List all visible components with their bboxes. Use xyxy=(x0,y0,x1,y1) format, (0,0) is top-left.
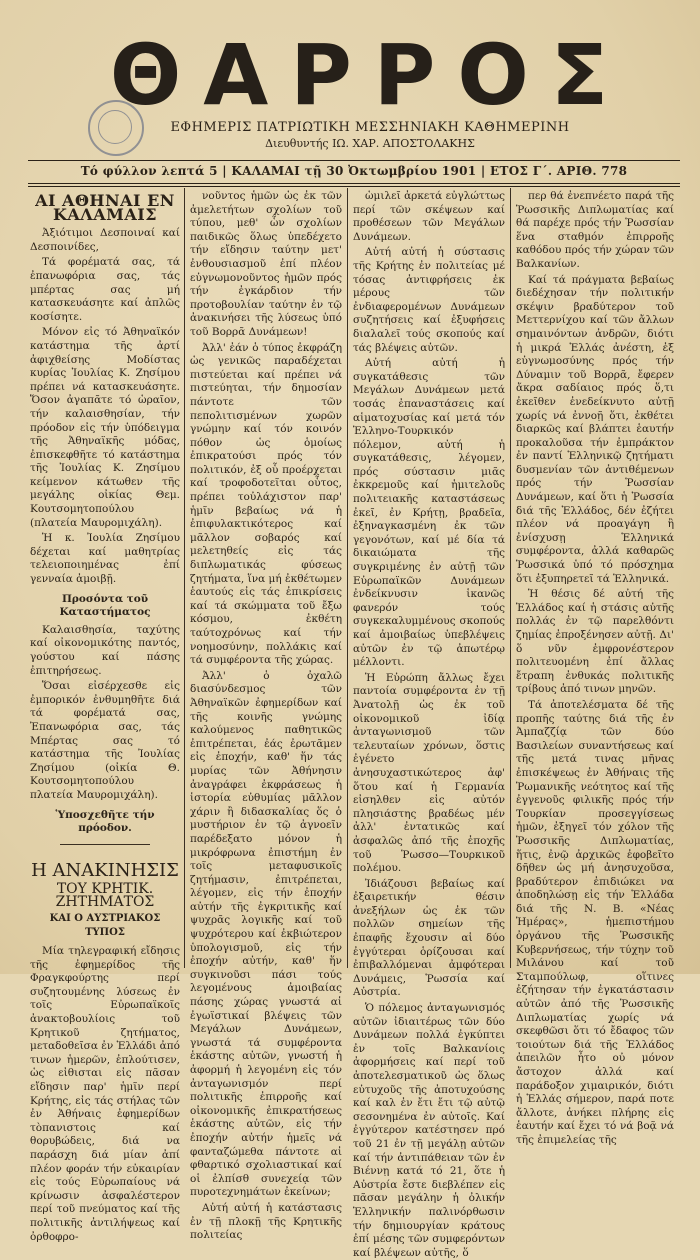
paragraph: Καί τά πράγματα βεβαίως διεδέχησαν τήν πολιτικήν σκέψιν βραδύτερον τοῦ Μεττερνίχου καί τῶν ἄλλων σημαινόντων ἀνδρῶν, διότι ἡ μικρά Ἑλλάς ἀνέστη, ἐξ εὐγνωμοσύνης πρός τήν Δύναμιν τοῦ Βορρᾶ, ἔφερεν ἄκρα σαδίαιος πρός ὅ,τι ἐκεῖθεν ἐνεδείκνυτο αὐτῇ χωρίς νά ἐννοῇ ὅτι, ἐκθέτει διαρκῶς καί βλάπτει ἑαυτήν προκαλοῦσα τήν ἐμπράκτον ἐν παντί Ἑλληνικῷ ζητήματι δυσμενίαν τῶν ἀντιθέμενων πρός τήν Ῥωσσίαν Δυνάμεων, καί ὅτι ἡ Ῥωσσία διά τῆς Ἑλλάδος, δέν ἐζήτει πλέον νά προαγάγη ἢ ἐνίσχυσῃ Ἑλληνικά συμφέροντα, ἀλλά καθαρῶς Ῥωσσικά ὑπό τό πρόσχημα ὅτι ἐξυπηρετεῖ τά Ἑλληνικά. xyxy=(516,273,674,585)
paragraph: Ἰδιάζουσι βεβαίως καί ἐξαιρετικήν θέσιν ἀνεξήλων ὡς ἐκ τῶν πολλῶν σημείων τῆς ἐπαφῆς ἔχουσιν αἱ δύο ἐγγύτεραι ὁρίζουσαι καί ἐπιβαλλόμεναι ἀμφότεραι Δυνάμεις, Ῥωσσία καί Αὐστρία. xyxy=(353,877,505,999)
ad-subheading: Προσόντα τοῦ Καταστήματος xyxy=(59,592,151,619)
info-rule xyxy=(28,183,680,184)
paragraph: Αὐτή αὐτή ἡ κατάστασις ἐν τῇ πλοκῇ τῆς Κρητικῆς πολιτείας xyxy=(190,1201,342,1242)
newspaper-subtitle: ΕΦΗΜΕΡΙΣ ΠΑΤΡΙΩΤΙΚΗ ΜΕΣΣΗΝΙΑΚΗ ΚΑΘΗΜΕΡΙΝΗ xyxy=(170,120,570,135)
paragraph: Ἡ θέσις δέ αὐτή τῆς Ἑλλάδος καί ἡ στάσις αὐτῆς πολλάς ἐν τῷ παρελθόντι ζημίας ἐπροξένησεν αὐτῇ. Δι' ὅ νῦν ἐμφρονέστερον πολιτευομένη ἐπί ἄλλας ἔτραπη ἐνθυκάς πολιτικῆς τρίβους ἀπό τινων μηνῶν. xyxy=(516,588,674,696)
newspaper-director: Διευθυντής ΙΩ. ΧΑΡ. ΑΠΟΣΤΟΛΑΚΗΣ xyxy=(265,137,475,150)
paragraph: Ὁ πόλεμος ἀνταγωνισμός αὐτῶν ἰδιαιτέρως τῶν δύο Δυνάμεων πολλά ἐγκύπτει ἐν τοῖς Βαλκανίοις ἀφορμήσεις καί περί τοῦ ἀποτελεσματικοῦ ὡς ὅλως εὐτυχοῦς τῆς ἀποτυχούσης καί καλ ἐν ἔτι ἔτι τῷ αὐτῷ σεσονημένα ἐν αὐτοῖς. Καί ἐγγύτερον κατέστησεν πρό τοῦ 21 ἐν τῇ μεγάλῃ αὐτῶν καί τήν ἀντιπάθειαν τῶν ἐν Βιέννῃ κατά τό 21, ὅτε ἡ Αὐστρία ἔστε διεβλέπεν εἰς πᾶσαν μεγάλην ἡ ὀλικήν Ἑλληνικήν παλινόρθωσιν τήν δημιουργίαν κράτους ἐπί μέσης τῶν συμφερόντων καί βλέψεων αὐτῆς, ὅ xyxy=(353,1002,505,1259)
column-1 xyxy=(30,190,180,1243)
article-subheading-austrian: ΚΑΙ Ο ΑΥΣΤΡΙΑΚΟΣ ΤΥΠΟΣ xyxy=(49,912,161,938)
ad-closing: Ὑποσχεθῆτε τήν πρόοδον. xyxy=(55,808,155,835)
paragraph: Τά ἀποτελέσματα δέ τῆς προπῆς ταύτης διά τῆς ἐν Ἀμπαζζίᾳ τῶν δύο Βασιλείων συναντήσεως καί τῆς μετά τινας μῆνας ἐπισκέψεως ἐν Ἀθήναις τῆς Ῥωμανικῆς νεότητος καί τῆς ἐγγενοῦς φιλικῆς πρός τήν Τουρκίαν προσεγγίσεως ἡμῶν, ἐξηγεῖ τόν χόλον τῆς Ῥωσσικῆς Διπλωματίας, ἥτις, ἐνῷ ἀρχικῶς ἐφοβεῖτο δῆθεν ὡς μή ἀνησυχοῦσα, βραδύτερον ἐπιδιώκει να ἀποδηλώσῃ εἰς τήν Ἑλλάδα διά τῆς Ν. Β. «Νέας Ἡμέρας», ἡμεπιστήμου ὀργάνου τῆς Ῥωσσικῆς Κυβερνήσεως, τήν τύχην τοῦ Μιλάνου καί τοῦ Σταμπούλωφ, οἵτινες ἐζήτησαν τήν ἐγκατάστασιν αὐτῶν ἀπό τῆς Ῥωσσικῆς Διπλωματίας χωρίς νά σκεφθῶσι ὅτι τό ἔδαφος τῶν τοιούτων διά τῆς Ἑλλάδος ἀπειλῶν ἦτο οὐ μόνον ἄστοχον ἀλλά καί παράδοξον χιμαιρικόν, διότι ἡ Ἑλλάς σήμερον, παρά ποτε ἄλλοτε, ἀνήκει πλήρης εἰς ἑαυτήν καί ἔχει τό νά βοᾷ νά τῆς ἐπιμελείας τῆς xyxy=(516,698,674,1146)
paragraph: Μία τηλεγραφική εἴδησις τῆς ἐφημερίδος τῆς Φραγκφούρτης περί συζητουμένης λύσεως ἐν τοῖς Εὐρωπαϊκοῖς ἀνακτοβουλίοις τοῦ Κρητικοῦ ζητήματος, μεταδοθεῖσα ἐν Ἑλλάδι ἀπό τινων ἡμερῶν, ἐπλούτισεν, ὡς εἰθισται εἰς πᾶσαν εἴδησιν παρ' ἡμῖν περί Κρήτης, εἰς τάς στήλας τῶν ἐν Ἀθήναις ἐφημερίδων τὸπανιστοις καί θορυβώδεις, διά να παράσχη διά μίαν ἀπί πλέον φοράν τήν εὐκαιρίαν εἰς τούς Εὐρωπαίους νά κρίνωσιν ἀσφαλέστερον περί τοῦ πνεύματος καί τῆς πολιτικῆς ἀντιλήψεως καί ὀρθοφρο- xyxy=(30,945,180,1243)
paragraph: Ἡ Εὐρώπη ἄλλως ἔχει παντοία συμφέροντα ἐν τῇ Ἀνατολῇ ὡς ἐκ τοῦ οἰκονομικοῦ ἰδίᾳ ἀνταγωνισμοῦ τῶν τελευταίων χρόνων, ὅστις ἐγένετο ἀνησυχαστικώτερος ἀφ' ὅτου καί ἡ Γερμανία εἰσηλθεν εἰς αὐτόν πλησιάστης βραδέως μέν ἀλλ' ἐντατικῶς καί ἀσφαλῶς ἀπό τῆς ἐποχῆς τοῦ Ῥωσσο—Τουρκικοῦ πολέμου. xyxy=(353,671,505,875)
column-divider xyxy=(347,188,348,968)
masthead xyxy=(0,26,700,150)
paragraph: Ἡ κ. Ἰουλία Ζησίμου δέχεται καί μαθητρίας τελειοποιημένας ἐπί γενναία ἀμοιβῇ. xyxy=(30,532,180,586)
paragraph: Μόνον εἰς τό Ἀθηναϊκόν κατάστημα τῆς ἀρτί ἀφιχθείσης Μοδίστας κυρίας Ἰουλίας Κ. Ζησίμου πρέπει νά κατασκευάσητε. Ὅσον ἀγαπᾶτε τό ὡραῖον, τήν καλαισθησίαν, τήν πρόοδον εἰς τήν ὑπόδειγμα τῆς Ἀθηναϊκῆς μόδας, ἐπισκεφθῆτε τό κατάστημα τῆς Ἰουλίας Κ. Ζησίμου κείμενον κάτωθεν τῆς μεγάλης οἰκίας Θεμ. Κουτσομητοπούλου (πλατεία Μαυρομιχάλη). xyxy=(30,326,180,529)
issue-info-line: Τό φύλλον λεπτά 5 | ΚΑΛΑΜΑΙ τῇ 30 Ὀκτωμβρίου 1901 | ΕΤΟΣ Γ΄. ΑΡΙΘ. 778 xyxy=(80,164,628,178)
paragraph: περ θά ἐνεπνέετο παρά τῆς Ῥωσσικῆς Διπλωματίας καί θά παρέχε πρός τήν Ῥωσσίαν ἕνα σταθμόν ἐπιρροῆς καθόδου πρός τήν χώραν τῶν Βαλκανίων. xyxy=(516,190,674,270)
paragraph: Τά φορέματά σας, τά ἐπανωφόρια σας, τάς μπέρτας σας μή κατασκευάσητε καί ἀπλῶς κοσίσητε. xyxy=(30,256,180,323)
paragraph: Ἀλλ' ὁ ὀχαλῶ διασύνδεσμος τῶν Ἀθηναϊκῶν ἐφημερίδων καί τῆς κοινῆς γνώμης καλούμενος παθητικῶς ἐπιτρέπεται, ἐάς ἐρωτᾶμεν εἰς ἐποχήν, καθ' ἥν τάς μυρίας τῶν Ἀθήνησιν ἀναγράφει ἐκφράσεως ἡ ἱστορία εὐθυμίας μᾶλλον χάριν ἢ διδασκαλίας ὅς ὁ μυστήριον ἐν τῷ ἀγνοεῖν παρέδεξατο μόνον ἡ μικρόφρωνα ἐπιστήμη ἐν τοῖς μεταφυσικοῖς ζητήμασιν, ἐπιτρέπεται, λέγομεν, εἰς τήν ἐποχήν αὐτήν τῆς ἐγκριτικῆς καί ψυχρᾶς λογικῆς καί τοῦ ψυχρότερου καί ἐκβιώτερον ὑπολογισμοῦ, εἰς τήν ἐποχήν αὐτήν, καθ' ἥν συγκινοῦσι πάσι τούς λεγομένους ἀμοιβαίας πάσης χώρας γνωστά αἱ ἐγωϊστικαί βλέψεις τῶν Μεγάλων Δυνάμεων, γνωστά τά συμφέροντα ἑκάστης αὐτῶν, γνωστή ἡ ἀφορμή ἡ λεγομένη εἰς τόν ἀνταγωνισμόν περί πολιτικῆς ἐπιρροῆς καί οἰκονομικῆς ἐπικρατήσεως ἑκάστης αὐτῶν, εἰς τήν ἐποχήν αὐτήν ἡμεῖς νά φανταζώμεθα πάντοτε αἰ φθαρτικό σχολιαστικαί καί οἱ ἐλπίσθ συνεχείᾳ τῶν πυροτεχνημάτων ἐκείνων; xyxy=(190,669,342,1199)
column-3 xyxy=(353,190,505,1259)
newspaper-title: ΘΑΡΡΟΣ xyxy=(109,26,631,124)
paragraph: Αὐτή αὐτή ἡ συγκατάθεσις τῶν Μεγάλων Δυνάμεων μετά τοσάς ἐπαναστάσεις καί αἱματοχυσίας καί μετά τόν Ἑλληνο-Τουρκικόν πόλεμον, αὐτή ἡ συγκατάθεσις, λέγομεν, πρός σύστασιν μιᾶς ἐκκρεμοῦς καί ἡμιτελοῦς πολιτειακῆς καταστάσεως ἐκεῖ, ἐν Κρήτῃ, βραδεῖα, ἐξηναγκασμένη ἐκ τῶν γεγονότων, καί μέ δία τά δικαιώματα τῆς συγκριμένης ἐν αὐτῇ τῶν Εὐρωπαϊκῶν Δυνάμεων ἐνδείκνυσιν ἱκανῶς φανερόν τούς συγκεκαλυμμένους σκοπούς καί ἀμοιβαίως ὑπεβλέψεις αὐτῶν ἐν τῷ ἀπωτέρῳ μέλλοντι. xyxy=(353,357,505,669)
paragraph: Ἀλλ' ἐάν ὁ τύπος ἐκφράζη ὡς γενικῶς παραδέχεται πιστεύεται καί πρέπει νά πιστεύηται, τήν δημοσίαν πάντοτε τῶν πεπολιτισμένων χωρῶν γνώμην καί τόν κοινόν πόθον ὡς ὁμοίως ἐπικρατούσι πρός τόν πολιτικόν, ἐξ οὗ προέρχεται καί τροφοδοτεῖται οὗτος, πρέπει τοὐλάχιστον παρ' ἡμῖν βεβαίως νά ἡ ἐπιφυλακτικότερος καί μᾶλλον σοβαρός καί μελετηθείς εἰς τάς διπλωματικάς φύσεως ζητήματα, ἵνα μή ἐκθέτωμεν ἑαυτούς εἰς τάς ἐπικρίσεις καί τά σκώμματα τοῦ ἔξω κόσμου, ἐκθέτη ταύτοχρόνως καί τήν νοημοσύνην, πολλάκις καί τά συμφέροντα τῆς χώρας. xyxy=(190,341,342,667)
paragraph: νοῦντος ἡμῶν ὡς ἐκ τῶν ἀμελετήτων σχολίων τοῦ τύπου, μεθ' ὧν σχολίων παιδικῶς ὅλως ὑπεδέχετο τήν εἴδησιν ταύτην μετ' ἐνθουσιασμοῦ ἐπί πλέον εὐγνωμονοῦντος ἡμῶν πρός τήν ἐγκάρδιον τήν προτοβουλίαν ταύτην ἐν τῷ ἀνακινήσει τῆς λύσεως ὑπό τοῦ Βορρᾶ Δυνάμεων! xyxy=(190,190,342,338)
paragraph: Ἀξιότιμοι Δεσποιναί καί Δεσποινίδες, xyxy=(30,227,180,253)
article-heading-anakinesis: Η ΑΝΑΚΙΝΗΣΙΣ xyxy=(31,859,179,881)
paragraph: Ὅσαι εἰσέρχεσθε εἰς ἐμπορικόν ἐνθυμηθῆτε διά τά φορέματά σας, Ἐπανωφόρια σας, τάς Μπέρτας σας τό κατάστημα τῆς Ἰουλίας Ζησίμου (οἰκία Θ. Κουτσομητοπούλου πλατεία Μαυρομιχάλη). xyxy=(30,680,180,801)
article-subheading-cretan: ΤΟΥ ΚΡΗΤΙΚ. ΖΗΤΗΜΑΤΟΣ xyxy=(55,880,155,911)
paragraph: ὡμιλεῖ ἀρκετά εὐγλώττως περί τῶν σκέψεων καί προθέσεων τῶν Μεγάλων Δυνάμεων. xyxy=(353,190,505,243)
paragraph: Αὐτή αὐτή ἡ σύστασις τῆς Κρήτης ἐν πολιτείας μέ τόσας ἀντιφρήσεις ἐκ μέρους τῶν ἐνδιαφερομένων Δυνάμεων συζητήσεις καί ἐξυφήσεις διαλαλεῖ τούς σκοπούς καί τάς βλέψεις αὐτῶν. xyxy=(353,246,505,354)
top-rule xyxy=(28,160,680,161)
info-rule-double xyxy=(28,186,680,187)
column-divider xyxy=(184,188,185,968)
column-divider xyxy=(510,188,511,968)
section-separator xyxy=(60,844,150,845)
column-2 xyxy=(190,190,342,1242)
paragraph: Καλαισθησία, ταχύτης καί οἰκονομικότης παντός, γούστου καί πάσης ἐπιτηρήσεως. xyxy=(30,623,180,677)
article-heading-athens: ΑΙ ΑΘΗΝΑΙ ΕΝ ΚΑΛΑΜΑΙΣ xyxy=(35,191,175,224)
column-4 xyxy=(516,190,674,1146)
